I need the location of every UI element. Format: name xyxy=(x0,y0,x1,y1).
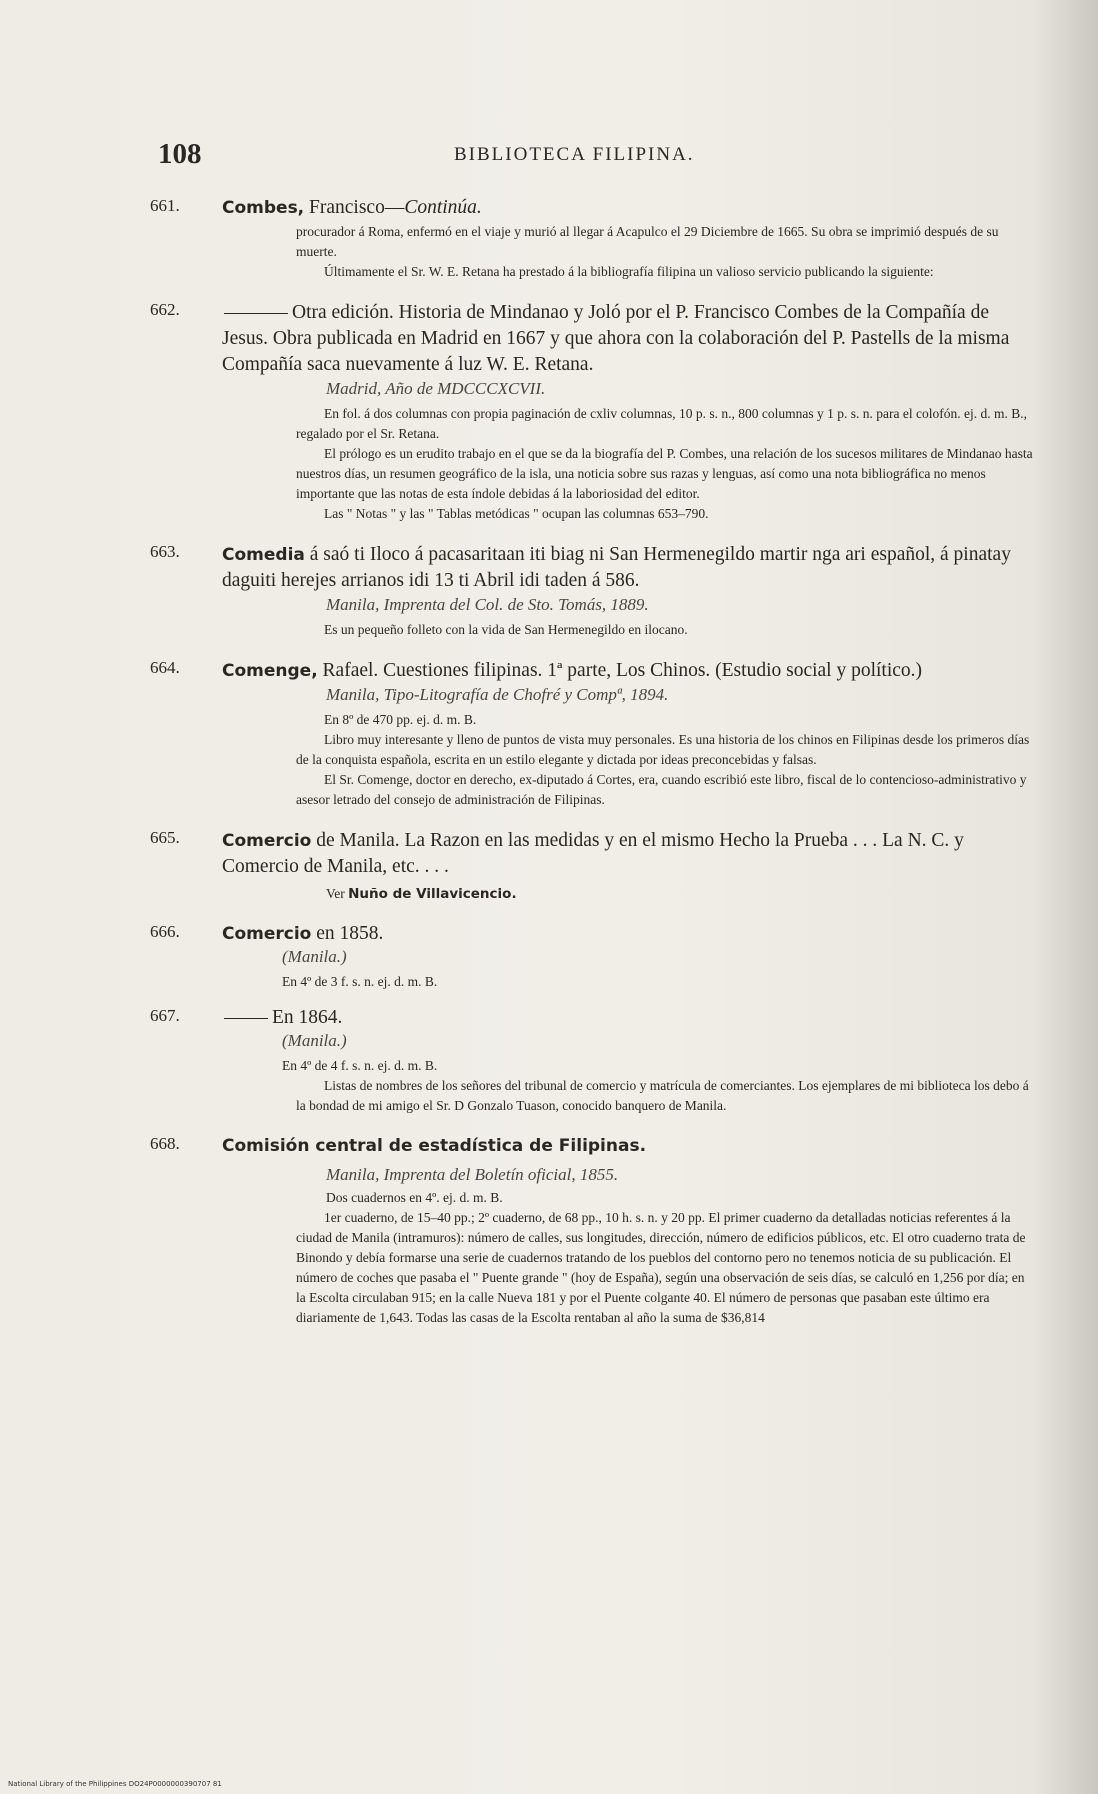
entry-title: Rafael. Cuestiones filipinas. 1ª parte, Los Chinos. (Estudio social y político.) xyxy=(317,660,923,681)
entry-heading xyxy=(222,300,1036,378)
entry-note: Libro muy interesante y lleno de puntos de vista muy personales. Es una historia de los chinos en Filipinas desde los primeros días de la conquista española, escrita en un estilo elegante y dictada por ideas preconcebidas y falsas. xyxy=(296,732,1030,767)
entry-note: En 8º de 470 pp. ej. d. m. B. xyxy=(324,712,477,727)
entry-note: Dos cuadernos en 4º. ej. d. m. B. xyxy=(326,1190,503,1205)
entry-note: Las " Notas " y las " Tablas metódicas " ocupan las columnas 653–790. xyxy=(324,506,709,521)
entry-667 xyxy=(150,1006,1036,1116)
entry-note: Es un pequeño folleto con la vida de San Hermenegildo en ilocano. xyxy=(324,622,688,637)
entry-668 xyxy=(150,1134,1036,1328)
entry-author: Comenge, xyxy=(222,661,318,681)
entry-see-also xyxy=(326,884,1036,904)
scan-footer: National Library of the Philippines DO24P0000000390707 81 xyxy=(8,1780,222,1788)
entry-note: El Sr. Comenge, doctor en derecho, ex-diputado á Cortes, era, cuando escribió este libro, fiscal de lo contencioso-administrativo y asesor letrado del consejo de administración de Filipinas. xyxy=(296,772,1027,807)
entry-title: á saó ti Iloco á pacasaritaan iti biag ni San Hermenegildo martir nga ari español, á pinatay daguiti herejes arrianos idi 13 ti Abril idi taden á 586. xyxy=(222,544,1011,591)
entry-number: 661. xyxy=(150,196,180,215)
entry-number: 664. xyxy=(150,658,180,677)
entry-heading xyxy=(222,196,1036,220)
entry-continued: Continúa. xyxy=(404,197,482,218)
entry-note: 1er cuaderno, de 15–40 pp.; 2º cuaderno, de 68 pp., 10 h. s. n. y 20 pp. El primer cuaderno da detalladas noticias referentes á la ciudad de Manila (intramuros): número de calles, sus longitudes, dirección, número de edificios públicos, etc. El otro cuaderno trata de Binondo y debía formarse una serie de cuadernos tratando de los pueblos del contorno pero no tenemos noticia de su publicación. El número de coches que pasaba el " Puente grande " (hoy de España), según una observación de seis días, se calculó en 1,256 por día; en la Escolta circulaban 915; en la calle Nueva 181 y por el Puente colgante 40. El número de personas que pasaban este último era diariamente de 1,643. Todas las casas de la Escolta rentaban al año la suma de $36,814 xyxy=(296,1210,1026,1325)
entry-666 xyxy=(150,922,1036,992)
entry-author: Comedia xyxy=(222,545,305,565)
entry-imprint: Manila, Tipo-Litografía de Chofré y Compª, 1894. xyxy=(326,685,669,704)
entry-663 xyxy=(150,542,1036,640)
entry-note: En fol. á dos columnas con propia paginación de cxliv columnas, 10 p. s. n., 800 columnas y 1 p. s. n. para el colofón. ej. d. m. B., regalado por el Sr. Retana. xyxy=(296,406,1027,441)
entry-imprint: (Manila.) xyxy=(282,1031,347,1050)
entry-665 xyxy=(150,828,1036,904)
entry-number: 666. xyxy=(150,922,180,941)
entry-number: 663. xyxy=(150,542,180,561)
entry-661 xyxy=(150,196,1036,282)
entry-author: Combes, xyxy=(222,198,305,218)
entry-number: 667. xyxy=(150,1006,180,1025)
entry-title: de Manila. La Razon en las medidas y en el mismo Hecho la Prueba . . . La N. C. y Comercio de Manila, etc. . . . xyxy=(222,830,964,877)
page-header xyxy=(158,138,1038,178)
entry-note: En 4º de 3 f. s. n. ej. d. m. B. xyxy=(282,974,438,989)
entry-title: Otra edición. Historia de Mindanao y Joló por el P. Francisco Combes de la Compañía de Jesus. Obra publicada en Madrid en 1667 y que ahora con la colaboración del P. Pastells de la misma Compañía saca nuevamente á luz W. E. Retana. xyxy=(222,302,1010,375)
entry-author: Comisión central de estadística de Filipinas. xyxy=(222,1136,647,1156)
entry-title: En 1864. xyxy=(272,1007,343,1028)
entry-imprint: Manila, Imprenta del Boletín oficial, 1855. xyxy=(326,1165,619,1184)
entry-imprint: Manila, Imprenta del Col. de Sto. Tomás, 1889. xyxy=(326,595,649,614)
entry-heading xyxy=(222,542,1036,594)
entry-title: en 1858. xyxy=(311,923,384,944)
entry-662 xyxy=(150,300,1036,524)
entry-title: Francisco— xyxy=(304,197,405,218)
ditto-rule xyxy=(224,1018,268,1019)
ditto-rule xyxy=(224,313,288,314)
entry-author: Comercio xyxy=(222,924,312,944)
entry-heading xyxy=(222,1006,1036,1030)
entry-note: Listas de nombres de los señores del tribunal de comercio y matrícula de comerciantes. Los ejemplares de mi biblioteca los debo á la bondad de mi amigo el Sr. D Gonzalo Tuason, conocido banquero de Manila. xyxy=(296,1078,1029,1113)
page-number: 108 xyxy=(158,138,202,170)
entry-note: El prólogo es un erudito trabajo en el que se da la biografía del P. Combes, una relación de los sucesos militares de Mindanao hasta nuestros días, un resumen geográfico de la isla, una noticia sobre sus razas y lenguas, así como una nota bibliográfica no menos importante que las notas de esta índole debidas á la laboriosidad del editor. xyxy=(296,446,1033,501)
entry-number: 662. xyxy=(150,300,180,319)
entry-664 xyxy=(150,658,1036,810)
entry-heading xyxy=(222,1134,1036,1158)
entry-author: Comercio xyxy=(222,831,312,851)
entry-heading xyxy=(222,922,1036,946)
entry-note: procurador á Roma, enfermó en el viaje y murió al llegar á Acapulco el 29 Diciembre de 1665. Su obra se imprimió después de su muerte. xyxy=(296,224,999,259)
entry-heading xyxy=(222,658,1036,684)
page-content xyxy=(150,196,1036,1328)
entry-number: 665. xyxy=(150,828,180,847)
running-head: BIBLIOTECA FILIPINA. xyxy=(454,144,695,165)
entry-note: En 4º de 4 f. s. n. ej. d. m. B. xyxy=(282,1058,438,1073)
see-label: Ver xyxy=(326,886,349,901)
see-target: Nuño de Villavicencio. xyxy=(348,886,517,902)
entry-heading xyxy=(222,828,1036,880)
entry-number: 668. xyxy=(150,1134,180,1153)
entry-imprint: Madrid, Año de MDCCCXCVII. xyxy=(326,379,546,398)
entry-note: Últimamente el Sr. W. E. Retana ha prestado á la bibliografía filipina un valioso servicio publicando la siguiente: xyxy=(324,264,934,279)
entry-imprint: (Manila.) xyxy=(282,947,347,966)
